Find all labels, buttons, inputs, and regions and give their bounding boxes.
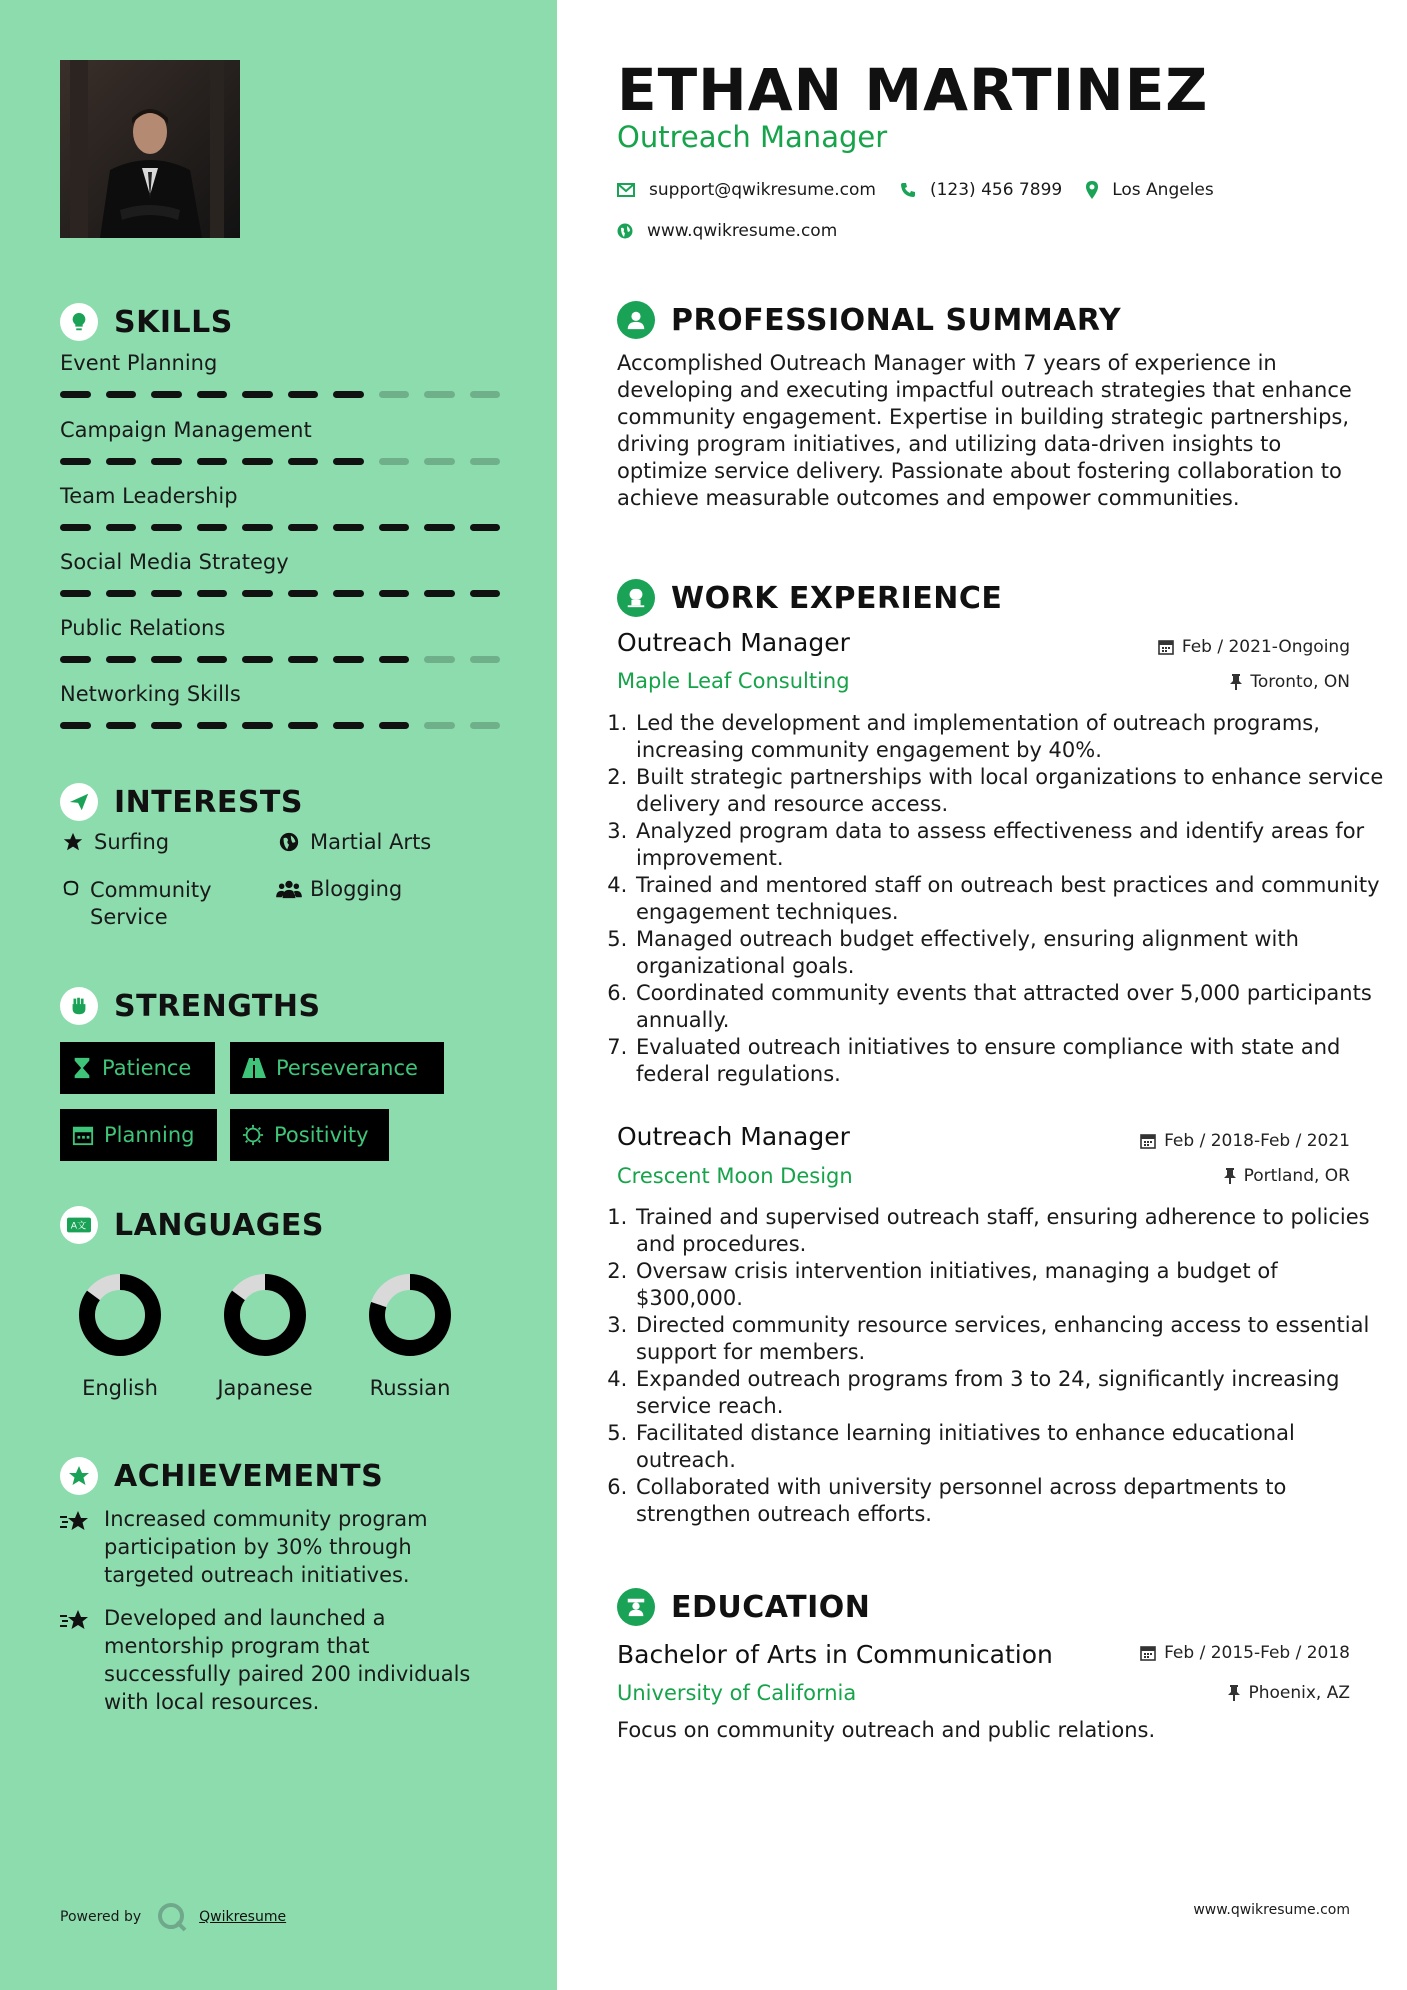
- skill-level-dash: [470, 656, 501, 663]
- job-bullets: [617, 710, 1384, 1088]
- pushpin-icon: [1230, 674, 1242, 690]
- skill-item: [60, 616, 500, 663]
- globe-icon: [276, 830, 302, 853]
- summary-header: [617, 301, 1121, 339]
- job-bullet: 5. Managed outreach budget effectively, ensuring alignment with organizational goals.: [634, 926, 1384, 980]
- interest-label: Community Service: [90, 878, 212, 929]
- hourglass-icon: [72, 1057, 92, 1079]
- footer-url[interactable]: www.qwikresume.com: [1193, 1902, 1350, 1918]
- skill-level-bar: [60, 391, 500, 398]
- skill-level-dash: [60, 590, 91, 597]
- job-bullets: [617, 1204, 1384, 1528]
- skill-level-dash: [470, 524, 501, 531]
- job-bullet: 4. Expanded outreach programs from 3 to 24, significantly increasing service reach.: [634, 1366, 1384, 1420]
- candidate-name: ETHAN MARTINEZ: [617, 56, 1209, 124]
- skill-level-dash: [424, 391, 455, 398]
- skill-level-bar: [60, 458, 500, 465]
- education-description: Focus on community outreach and public relations.: [617, 1718, 1156, 1742]
- job-bullet: 6. Collaborated with university personnel across departments to strengthen outreach efforts.: [634, 1474, 1384, 1528]
- skill-level-bar: [60, 524, 500, 531]
- skill-level-dash: [288, 458, 319, 465]
- achievements-title: ACHIEVEMENTS: [114, 1458, 384, 1494]
- language-name: English: [82, 1376, 158, 1400]
- language-name: Russian: [369, 1376, 451, 1400]
- skill-level-dash: [151, 524, 182, 531]
- skill-level-dash: [470, 391, 501, 398]
- strengths-header: [60, 987, 321, 1025]
- calendar-icon: [1140, 1645, 1156, 1661]
- svg-text:A文: A文: [70, 1220, 87, 1232]
- skill-level-dash: [288, 590, 319, 597]
- language-proficiency-ring: [365, 1270, 455, 1360]
- skill-level-dash: [333, 590, 364, 597]
- achievement-item: Increased community program participation by 30% through targeted outreach initiatives.: [60, 1505, 500, 1589]
- skill-level-dash: [288, 656, 319, 663]
- skill-level-dash: [151, 590, 182, 597]
- skill-level-dash: [60, 722, 91, 729]
- language-proficiency-ring: [75, 1270, 165, 1360]
- interest-item: [276, 830, 431, 854]
- skill-level-dash: [424, 656, 455, 663]
- strengths-title: STRENGTHS: [114, 988, 321, 1024]
- skills-title: SKILLS: [114, 304, 233, 340]
- skill-level-dash: [197, 590, 228, 597]
- skill-level-dash: [379, 524, 410, 531]
- skill-name: Networking Skills: [60, 682, 241, 706]
- job-bullet: 1. Led the development and implementation of outreach programs, increasing community engagement by 40%.: [634, 710, 1384, 764]
- education-title: EDUCATION: [671, 1589, 871, 1625]
- education-header: [617, 1588, 870, 1626]
- skill-level-dash: [60, 458, 91, 465]
- skill-name: Event Planning: [60, 351, 218, 375]
- job-bullet: 3. Analyzed program data to assess effectiveness and identify areas for improvement.: [634, 818, 1384, 872]
- skill-level-dash: [288, 391, 319, 398]
- skill-level-dash: [106, 458, 137, 465]
- sun-icon: [242, 1124, 264, 1146]
- education-dates: Feb / 2015-Feb / 2018: [1140, 1643, 1350, 1663]
- skill-level-dash: [106, 722, 137, 729]
- skill-level-dash: [106, 524, 137, 531]
- skill-level-dash: [151, 656, 182, 663]
- skill-name: Team Leadership: [60, 484, 238, 508]
- calendar-icon: [1140, 1133, 1156, 1149]
- skill-level-dash: [379, 391, 410, 398]
- skill-level-dash: [379, 656, 410, 663]
- calendar-icon: [1158, 639, 1174, 655]
- skill-level-dash: [424, 590, 455, 597]
- job-dates: Feb / 2021-Ongoing: [1158, 637, 1350, 657]
- languages-header: [60, 1206, 324, 1244]
- map-pin-icon: [1086, 181, 1098, 199]
- language-item: [205, 1270, 325, 1400]
- job-bullet: 1. Trained and supervised outreach staff, ensuring adherence to policies and procedures.: [634, 1204, 1384, 1258]
- globe-icon: [617, 223, 633, 239]
- interests-title: INTERESTS: [114, 784, 303, 820]
- road-icon: [242, 1058, 266, 1078]
- job-bullet: 7. Evaluated outreach initiatives to ensure compliance with state and federal regulations.: [634, 1034, 1384, 1088]
- achievement-item: Developed and launched a mentorship program that successfully paired 200 individuals with local resources.: [60, 1604, 500, 1716]
- shooting-star-icon: [60, 1505, 92, 1537]
- skill-level-dash: [288, 524, 319, 531]
- job-bullet: 2. Oversaw crisis intervention initiatives, managing a budget of $300,000.: [634, 1258, 1384, 1312]
- powered-by: Powered by Qwikresume: [60, 1900, 286, 1934]
- main-content: [557, 0, 1407, 1990]
- skill-level-dash: [197, 722, 228, 729]
- languages-title: LANGUAGES: [114, 1207, 324, 1243]
- users-icon: [276, 877, 302, 900]
- skill-level-bar: [60, 656, 500, 663]
- pushpin-icon: [1224, 1168, 1236, 1184]
- education-location: Phoenix, AZ: [1228, 1683, 1350, 1703]
- skill-level-dash: [197, 656, 228, 663]
- skill-level-dash: [242, 656, 273, 663]
- skill-level-dash: [470, 590, 501, 597]
- language-name: Japanese: [217, 1376, 313, 1400]
- skill-level-dash: [106, 391, 137, 398]
- skill-level-dash: [333, 524, 364, 531]
- website-row: [617, 221, 861, 241]
- job-bullet: 4. Trained and mentored staff on outreach best practices and community engagement techniques.: [634, 872, 1384, 926]
- skill-level-dash: [106, 590, 137, 597]
- hand-icon: [60, 877, 82, 900]
- profile-photo: [60, 60, 240, 238]
- company-name: Crescent Moon Design: [617, 1164, 853, 1188]
- phone-icon: [900, 182, 916, 198]
- job-title: Outreach Manager: [617, 1122, 850, 1151]
- skill-item: [60, 682, 500, 729]
- skill-level-dash: [242, 458, 273, 465]
- skill-level-dash: [470, 722, 501, 729]
- job-bullet: 3. Directed community resource services, enhancing access to essential support for members.: [634, 1312, 1384, 1366]
- experience-title: WORK EXPERIENCE: [671, 580, 1003, 616]
- skill-level-dash: [333, 391, 364, 398]
- candidate-role: Outreach Manager: [617, 120, 888, 154]
- skill-level-bar: [60, 590, 500, 597]
- skill-name: Campaign Management: [60, 418, 312, 442]
- skills-header: [60, 303, 233, 341]
- skill-level-dash: [242, 722, 273, 729]
- strength-tag: Patience: [60, 1042, 215, 1094]
- skill-level-dash: [60, 391, 91, 398]
- skill-level-dash: [470, 458, 501, 465]
- skill-level-dash: [424, 524, 455, 531]
- interest-item: [60, 830, 169, 854]
- paper-plane-icon: [60, 783, 98, 821]
- skill-level-dash: [242, 391, 273, 398]
- job-title: Outreach Manager: [617, 628, 850, 657]
- skill-level-dash: [151, 722, 182, 729]
- location: Los Angeles: [1112, 180, 1214, 200]
- company-name: Maple Leaf Consulting: [617, 669, 850, 693]
- skill-level-dash: [333, 656, 364, 663]
- interest-label: Blogging: [310, 877, 403, 901]
- calendar-icon: [72, 1124, 94, 1146]
- summary-title: PROFESSIONAL SUMMARY: [671, 302, 1122, 338]
- email[interactable]: support@qwikresume.com: [649, 180, 876, 200]
- sidebar: [0, 0, 557, 1990]
- language-item: [350, 1270, 470, 1400]
- experience-header: [617, 579, 1002, 617]
- school-name: University of California: [617, 1681, 857, 1705]
- achievements-header: [60, 1457, 383, 1495]
- skill-name: Public Relations: [60, 616, 226, 640]
- skill-level-dash: [424, 722, 455, 729]
- job-bullet: 5. Facilitated distance learning initiatives to enhance educational outreach.: [634, 1420, 1384, 1474]
- skill-level-dash: [151, 391, 182, 398]
- phone: (123) 456 7899: [929, 180, 1063, 200]
- language-item: [60, 1270, 180, 1400]
- qwikresume-logo-icon: [155, 1900, 189, 1934]
- skill-name: Social Media Strategy: [60, 550, 289, 574]
- envelope-icon: [617, 183, 635, 197]
- skill-item: [60, 550, 500, 597]
- skill-level-dash: [379, 590, 410, 597]
- interests-header: [60, 783, 303, 821]
- skill-level-dash: [288, 722, 319, 729]
- language-proficiency-ring: [220, 1270, 310, 1360]
- skill-item: [60, 418, 500, 465]
- job-dates: Feb / 2018-Feb / 2021: [1140, 1131, 1350, 1151]
- skill-level-dash: [333, 722, 364, 729]
- skill-level-dash: [197, 391, 228, 398]
- shooting-star-icon: [60, 1604, 92, 1636]
- strength-tag: Positivity: [230, 1109, 389, 1161]
- interest-label: Surfing: [94, 830, 170, 854]
- skill-level-dash: [60, 656, 91, 663]
- interest-item: [276, 877, 402, 901]
- language-icon: [60, 1206, 98, 1244]
- pushpin-icon: [1228, 1685, 1240, 1701]
- lightbulb-icon: [60, 303, 98, 341]
- skill-level-dash: [106, 656, 137, 663]
- user-icon: [617, 301, 655, 339]
- job-location: Toronto, ON: [1230, 672, 1350, 692]
- skill-level-dash: [60, 524, 91, 531]
- interest-label: Martial Arts: [310, 830, 432, 854]
- strength-tag: Planning: [60, 1109, 217, 1161]
- skill-level-dash: [242, 524, 273, 531]
- skill-level-dash: [379, 722, 410, 729]
- qwikresume-link[interactable]: Qwikresume: [199, 1909, 287, 1925]
- star-badge-icon: [60, 1457, 98, 1495]
- graduate-icon: [617, 1588, 655, 1626]
- skill-level-dash: [242, 590, 273, 597]
- star-icon: [60, 830, 86, 853]
- skill-level-dash: [424, 458, 455, 465]
- interest-item: [60, 877, 260, 931]
- strength-tag: Perseverance: [230, 1042, 444, 1094]
- fist-icon: [60, 987, 98, 1025]
- skill-level-dash: [197, 524, 228, 531]
- website[interactable]: www.qwikresume.com: [647, 221, 838, 241]
- briefcase-icon: [617, 579, 655, 617]
- skill-level-dash: [333, 458, 364, 465]
- degree: Bachelor of Arts in Communication: [617, 1640, 1053, 1669]
- summary-text: Accomplished Outreach Manager with 7 years of experience in developing and executing impactful outreach strategies that enhance community engagement. Expertise in building strategic partnerships, driving program initiatives, and utilizing data-driven insights to optimize service delivery. Passionate about fostering collaboration to achieve measurable outcomes and empower communities.: [617, 351, 1352, 510]
- skill-level-dash: [197, 458, 228, 465]
- skill-item: [60, 351, 500, 398]
- contact-row: [617, 180, 1238, 200]
- skill-level-bar: [60, 722, 500, 729]
- skill-level-dash: [379, 458, 410, 465]
- skill-level-dash: [151, 458, 182, 465]
- job-bullet: 2. Built strategic partnerships with local organizations to enhance service delivery and resource access.: [634, 764, 1384, 818]
- job-location: Portland, OR: [1224, 1166, 1350, 1186]
- skill-item: [60, 484, 500, 531]
- job-bullet: 6. Coordinated community events that attracted over 5,000 participants annually.: [634, 980, 1384, 1034]
